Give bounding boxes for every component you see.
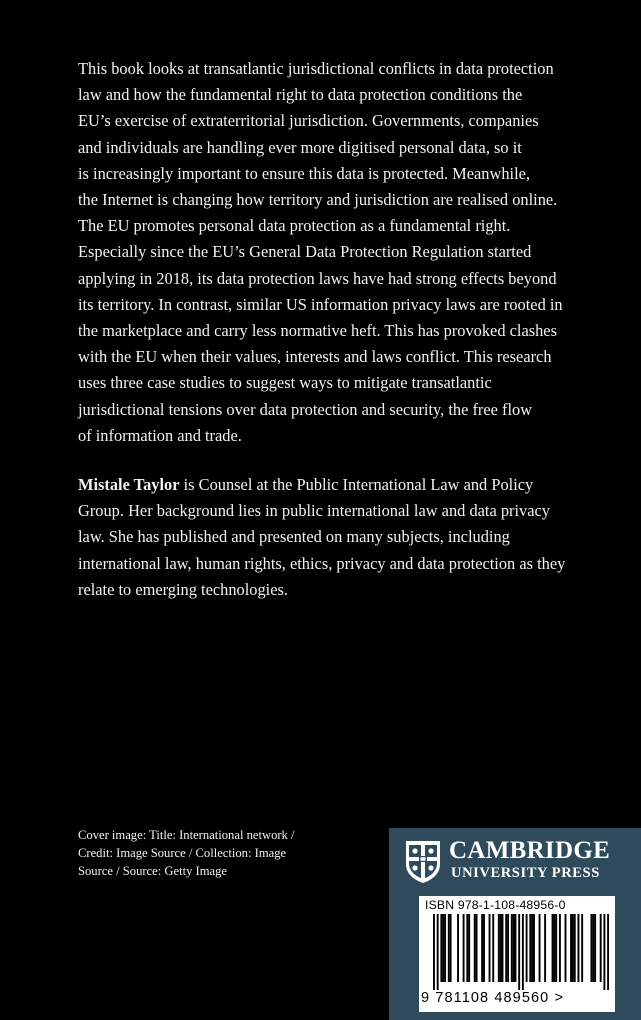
barcode-bar [526,914,528,982]
barcode-bar [565,914,567,982]
barcode-bar [440,914,442,982]
barcode-bar [518,914,520,990]
barcode-bar [572,914,574,982]
barcode-bar [529,914,531,982]
barcode-bar [539,914,541,982]
barcode-bar [500,914,502,982]
barcode-bar [531,914,533,982]
barcode-bar [607,914,609,990]
barcode-bar [592,914,594,982]
publisher-panel [389,828,641,1020]
description-line: with the EU when their values, interests and laws conflict. This research [78,347,552,367]
bio-line: international law, human rights, ethics, privacy and data protection as they [78,553,566,573]
barcode-bar [476,914,478,982]
description-line: EU’s exercise of extraterritorial jurisdiction. Governments, companies [78,111,539,131]
barcode-bar [511,914,513,982]
barcode-bar [498,914,500,982]
barcode-bar [448,914,450,982]
barcode-digits: 9 781108 489560 > [421,990,565,1006]
description-line: This book looks at transatlantic jurisdictional conflicts in data protection [78,59,554,78]
description-line: jurisdictional tensions over data protection and security, the free flow [78,399,533,419]
description-line: of information and trade. [78,425,242,445]
description-line: the Internet is changing how territory and jurisdiction are realised online. [78,190,558,210]
barcode-bar [515,914,517,982]
barcode-bar [574,914,576,982]
barcode-bar [555,914,557,982]
barcode-bar [450,914,452,982]
barcode-bar [483,914,485,982]
barcode-bar [552,914,554,982]
barcode-bar [553,914,555,982]
description-line: and individuals are handling ever more digitised personal data, so it [78,137,522,157]
isbn-label: ISBN 978-1-108-48956-0 [425,898,566,912]
publisher-name: CAMBRIDGE [449,837,611,864]
barcode-bar [507,914,509,982]
barcode-bar [489,914,491,982]
bio-line: law. She has published and presented on many subjects, including [78,527,510,547]
description-line: its territory. In contrast, similar US information privacy laws are rooted in [78,294,563,314]
description-line: The EU promotes personal data protection as a fundamental right. [78,216,511,236]
barcode-bar [474,914,476,982]
author-bio [78,472,588,603]
publisher-subtitle: UNIVERSITY PRESS [451,865,600,881]
barcode-bar [492,914,494,982]
credit-line: Cover image: Title: International network / [78,828,295,842]
credit-line: Source / Source: Getty Image [78,864,227,878]
description-line: law and how the fundamental right to data protection conditions the [78,85,523,105]
description-line: uses three case studies to suggest ways to mitigate transatlantic [78,373,492,393]
barcode-bar [590,914,592,982]
barcode-bar [468,914,470,982]
barcode-bar [559,914,561,982]
barcode-bar [457,914,459,982]
bio-line-rest: is Counsel at the Public International Law and Policy [179,475,534,494]
barcode-bar [570,914,572,982]
barcode-bar [544,914,546,982]
barcode-bar [578,914,580,982]
bio-line: relate to emerging technologies. [78,579,288,599]
author-name: Mistale Taylor [78,475,180,494]
book-description [78,56,586,449]
barcode-bar [466,914,468,982]
barcode-bar [444,914,446,982]
barcode-bar [522,914,524,990]
barcode-bar [505,914,507,982]
barcode-bar [481,914,483,982]
barcode-bar [513,914,515,982]
barcode-bars [433,914,609,990]
isbn-barcode [419,896,615,1012]
barcode-bar [437,914,439,990]
description-line: Especially since the EU’s General Data Protection Regulation started [78,242,532,262]
description-line: is increasingly important to ensure this data is protected. Meanwhile, [78,163,530,183]
description-line: applying in 2018, its data protection laws have had strong effects beyond [78,268,557,288]
barcode-bar [594,914,596,982]
description-line: the marketplace and carry less normative heft. This has provoked clashes [78,321,557,341]
barcode-bar [603,914,605,990]
barcode-bar [533,914,535,982]
barcode-bar [463,914,465,982]
cover-image-credit [78,826,368,880]
barcode-bar [433,914,435,990]
credit-line: Credit: Image Source / Collection: Image [78,846,287,860]
bio-first-line [78,472,588,498]
cambridge-shield-icon [405,840,441,884]
barcode-bar [502,914,504,982]
bio-line: Group. Her background lies in public international law and data privacy [78,501,550,521]
barcode-bar [581,914,583,982]
barcode-bar [600,914,602,982]
barcode-bar [442,914,444,982]
